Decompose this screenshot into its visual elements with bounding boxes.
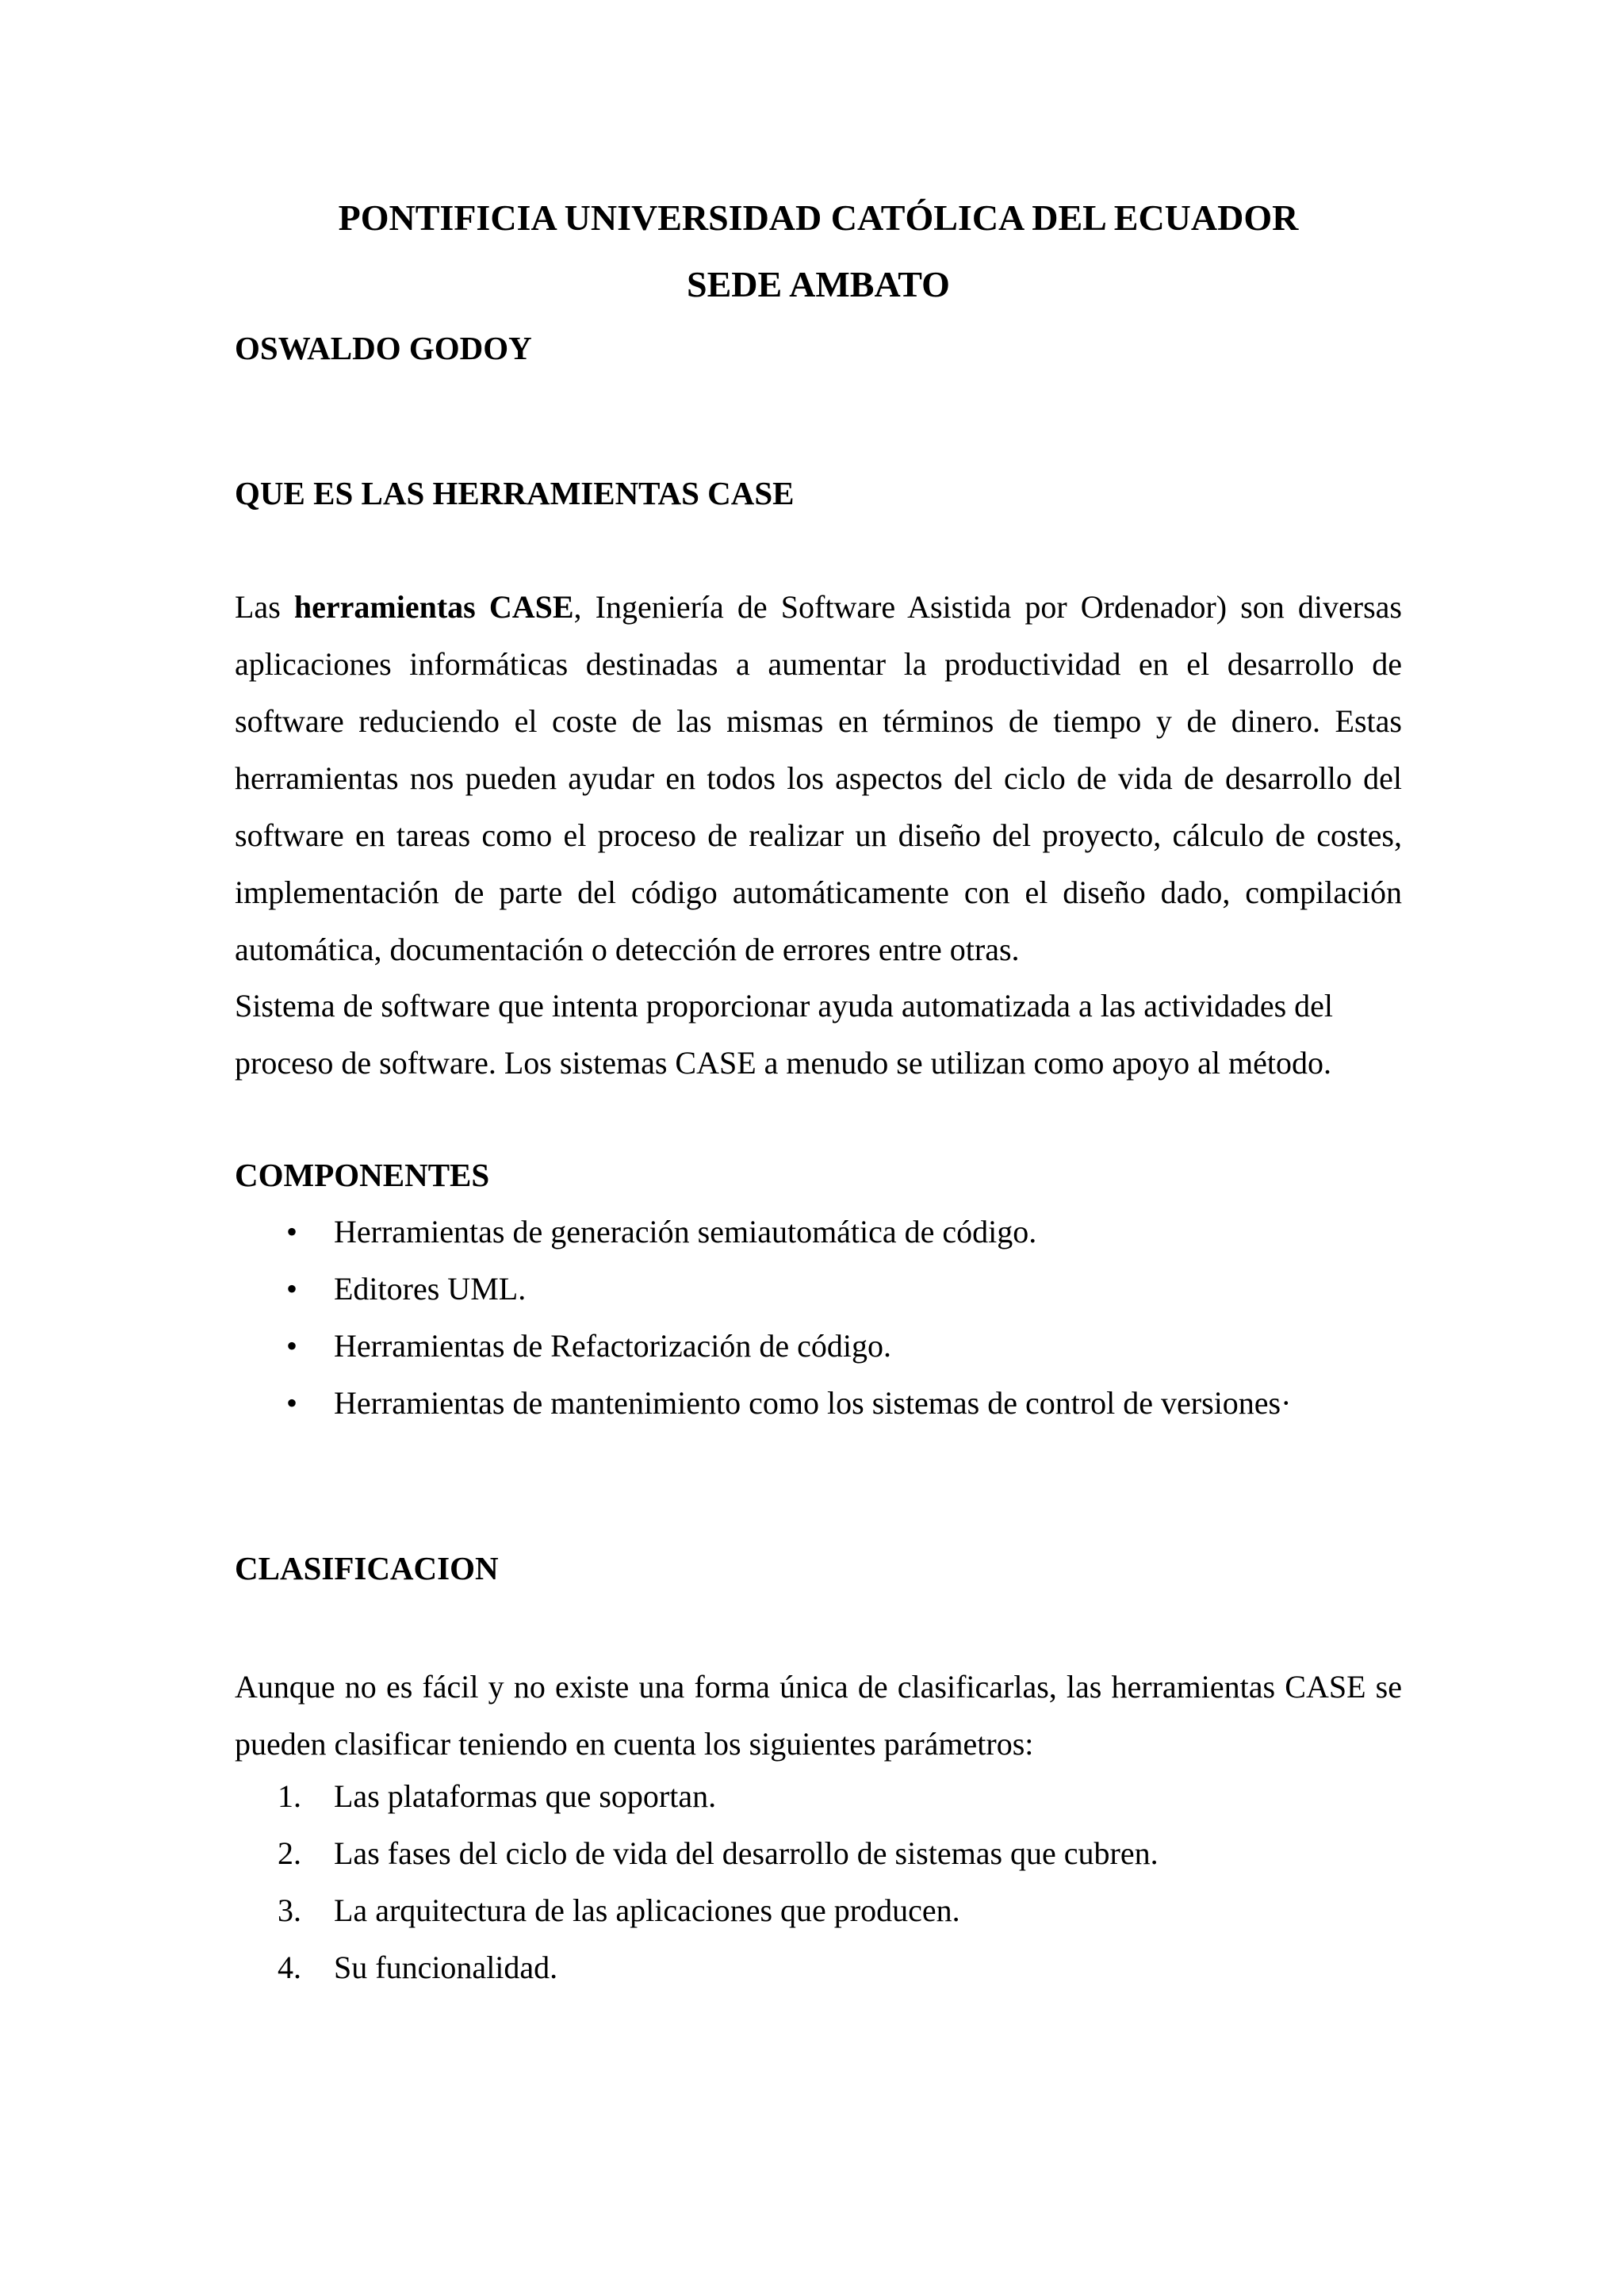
section-heading-classification: CLASIFICACION <box>235 1550 499 1586</box>
bullet-icon: • <box>286 1385 298 1421</box>
list-item-text: La arquitectura de las aplicaciones que producen. <box>334 1892 960 1928</box>
case-definition-paragraph <box>235 579 1402 978</box>
classification-intro-paragraph: Aunque no es fácil y no existe una forma única de clasificarlas, las herramientas CASE se pueden clasificar teniendo en cuenta los siguientes parámetros: <box>235 1669 1402 1762</box>
list-item-text: Su funcionalidad. <box>334 1950 558 1985</box>
list-number: 3. <box>278 1892 301 1928</box>
paragraph-lead: Las <box>235 589 294 625</box>
list-number: 4. <box>278 1950 301 1985</box>
list-number: 1. <box>278 1778 301 1814</box>
bullet-icon: • <box>286 1328 298 1364</box>
list-item-text: Herramientas de Refactorización de código. <box>334 1328 892 1364</box>
list-item-text: Las plataformas que soportan. <box>334 1778 717 1814</box>
list-item <box>235 1203 1402 1261</box>
list-item <box>235 1825 1402 1882</box>
list-item <box>235 1939 1402 1996</box>
classification-list <box>235 1768 1402 1996</box>
list-number: 2. <box>278 1835 301 1871</box>
list-item <box>235 1768 1402 1825</box>
bullet-icon: • <box>286 1271 298 1307</box>
list-item <box>235 1261 1402 1318</box>
list-item <box>235 1318 1402 1375</box>
list-item-text: Herramientas de generación semiautomática de código. <box>334 1214 1037 1249</box>
list-item-text: Las fases del ciclo de vida del desarrollo de sistemas que cubren. <box>334 1835 1159 1871</box>
list-item <box>235 1882 1402 1939</box>
list-item <box>235 1375 1402 1432</box>
case-system-paragraph: Sistema de software que intenta proporcionar ayuda automatizada a las actividades del proceso de software. Los sistemas CASE a menudo se utilizan como apoyo al método. <box>235 988 1334 1081</box>
author-name: OSWALDO GODOY <box>235 330 532 366</box>
bullet-icon: • <box>286 1214 298 1249</box>
paragraph-rest: , Ingeniería de Software Asistida por Ordenador) son diversas aplicaciones informáticas destinadas a aumentar la productividad en el desarrollo de software reduciendo el coste de las mismas en términos de tiempo y de dinero. Estas herramientas nos pueden ayudar en todos los aspectos del ciclo de vida de desarrollo del software en tareas como el proceso de realizar un diseño del proyecto, cálculo de costes, implementación de parte del código automáticamente con el diseño dado, compilación automática, documentación o detección de errores entre otras. <box>235 589 1402 967</box>
section-heading-case: QUE ES LAS HERRAMIENTAS CASE <box>235 475 795 511</box>
list-item-text: Herramientas de mantenimiento como los sistemas de control de versiones· <box>334 1385 1292 1421</box>
campus-title: SEDE AMBATO <box>687 264 950 304</box>
institution-title: PONTIFICIA UNIVERSIDAD CATÓLICA DEL ECUADOR <box>338 197 1299 238</box>
list-item-text: Editores UML. <box>334 1271 527 1307</box>
section-heading-components: COMPONENTES <box>235 1157 490 1193</box>
bold-term: herramientas CASE <box>293 589 574 625</box>
components-list <box>235 1203 1402 1432</box>
